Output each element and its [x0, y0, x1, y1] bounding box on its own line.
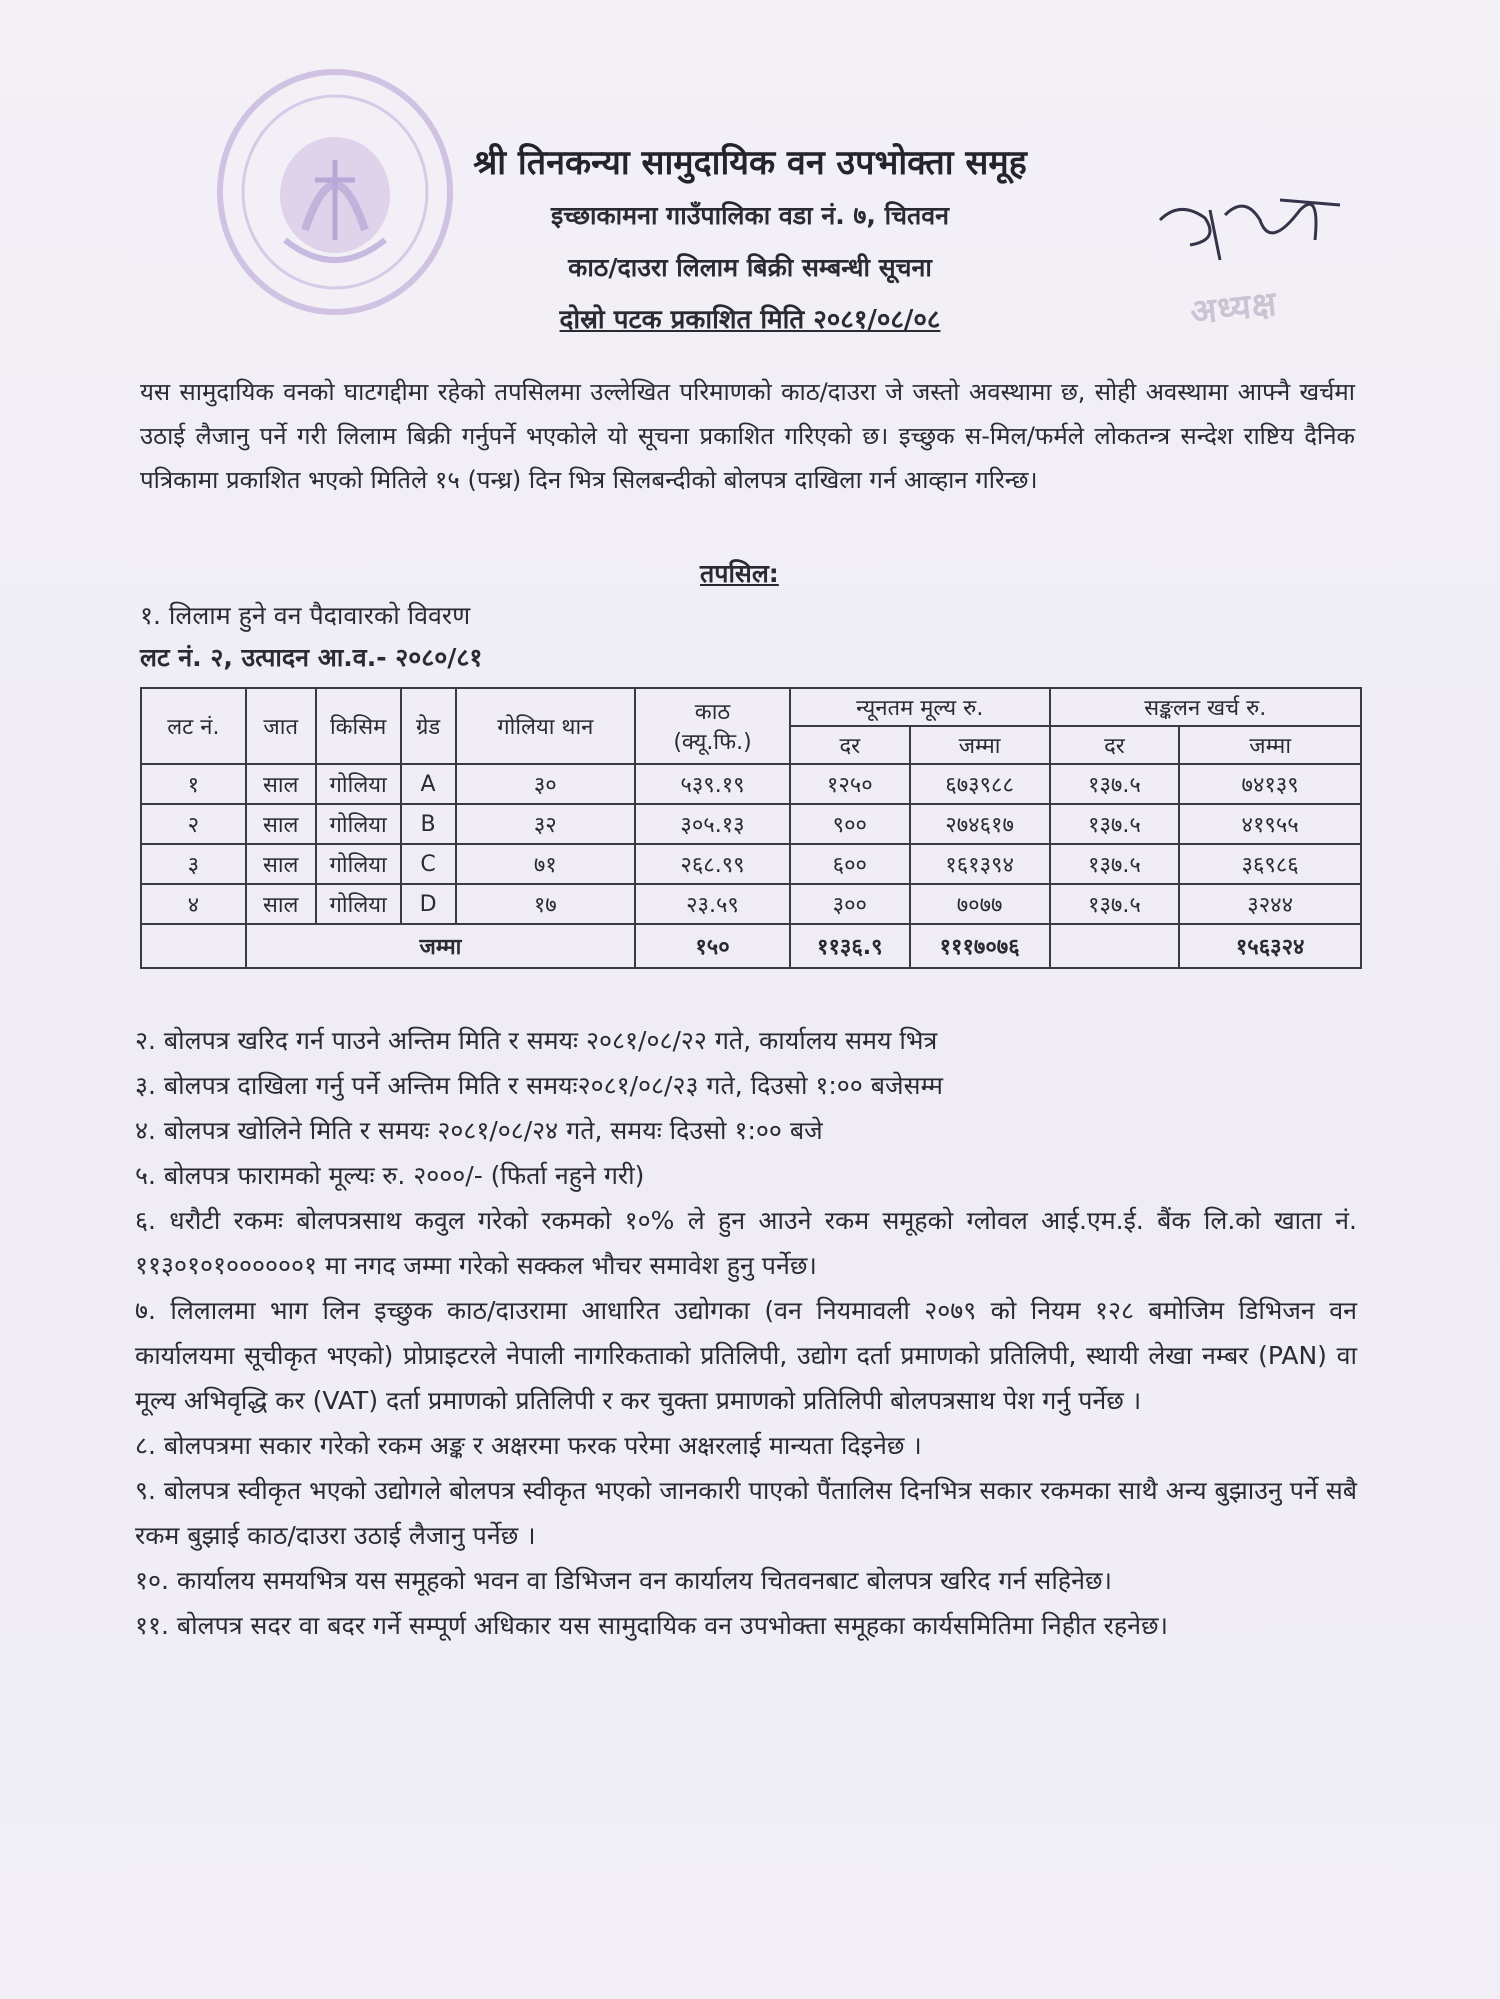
notice-subject: काठ/दाउरा लिलाम बिक्री सम्बन्धी सूचना: [568, 253, 932, 282]
cell-col-rate: १३७.५: [1050, 764, 1180, 804]
conditions-list: [135, 1018, 1357, 1648]
col-lot-no: लट नं.: [141, 688, 246, 764]
cell-cft: २६८.९९: [635, 844, 790, 884]
cell-type: गोलिया: [316, 764, 401, 804]
col-min-price: न्यूनतम मूल्य रु.: [790, 688, 1050, 726]
lot-table: [140, 687, 1362, 969]
list-item: ९. बोलपत्र स्वीकृत भएको उद्योगले बोलपत्र स्वीकृत भएको जानकारी पाएको पैंतालिस दिनभित्र सकार रकमका साथै अन्य बुझाउनु पर्ने सबै रकम बुझाई काठ/दाउरा उठाई लैजानु पर्नेछ ।: [135, 1476, 1357, 1550]
col-min-total: जम्मा: [910, 726, 1050, 764]
cell-type: गोलिया: [316, 884, 401, 924]
table-row: [141, 804, 1361, 844]
cell-min-rate: ३००: [790, 884, 910, 924]
cell-type: गोलिया: [316, 844, 401, 884]
total-col-total: १५६३२४: [1179, 924, 1361, 968]
total-label: जम्मा: [246, 924, 635, 968]
cell-col-rate: १३७.५: [1050, 844, 1180, 884]
cell-col-rate: १३७.५: [1050, 804, 1180, 844]
col-grade: ग्रेड: [401, 688, 456, 764]
signature-scribble: [1150, 180, 1350, 280]
cell-lot: २: [141, 804, 246, 844]
list-item: ७. लिलालमा भाग लिन इच्छुक काठ/दाउरामा आधारित उद्योगका (वन नियमावली २०७९ को नियम १२८ बमोजिम डिभिजन वन कार्यालयमा सूचीकृत भएको) प्रोप्राइटरले नेपाली नागरिकताको प्रतिलिपी, उद्योग दर्ता प्रमाणको प्रतिलिपी, स्थायी लेखा नम्बर (PAN) वा मूल्य अभिवृद्धि कर (VAT) दर्ता प्रमाणको प्रतिलिपी र कर चुक्ता प्रमाणको प्रतिलिपी बोलपत्रसाथ पेश गर्नु पर्नेछ ।: [135, 1296, 1357, 1415]
cell-species: साल: [246, 804, 316, 844]
list-item: ८. बोलपत्रमा सकार गरेको रकम अङ्क र अक्षरमा फरक परेमा अक्षरलाई मान्यता दिइनेछ ।: [135, 1431, 922, 1460]
cell-col-total: ३२४४: [1179, 884, 1361, 924]
cell-type: गोलिया: [316, 804, 401, 844]
schedule-heading: तपसिल:: [700, 559, 779, 588]
cell-grade: A: [401, 764, 456, 804]
col-timber-label: काठ: [694, 700, 731, 725]
cell-min-rate: ९००: [790, 804, 910, 844]
cell-empty: [1050, 924, 1180, 968]
cell-grade: C: [401, 844, 456, 884]
cell-col-total: ७४१३९: [1179, 764, 1361, 804]
col-collection-cost: सङ्कलन खर्च रु.: [1050, 688, 1361, 726]
total-logs: १५०: [635, 924, 790, 968]
cell-min-total: १६१३९४: [910, 844, 1050, 884]
cell-col-total: ४१९५५: [1179, 804, 1361, 844]
notice-header: [400, 138, 1100, 336]
col-species: जात: [246, 688, 316, 764]
table-row: [141, 884, 1361, 924]
col-col-rate: दर: [1050, 726, 1180, 764]
list-item: ६. धरौटी रकमः बोलपत्रसाथ कवुल गरेको रकमको १०% ले हुन आउने रकम समूहको ग्लोवल आई.एम.ई. बैंक लि.को खाता नं. ११३०१०१००००००१ मा नगद जम्मा गरेको सक्कल भौचर समावेश हुनु पर्नेछ।: [135, 1206, 1357, 1280]
col-min-rate: दर: [790, 726, 910, 764]
cell-species: साल: [246, 844, 316, 884]
cell-min-total: २७४६१७: [910, 804, 1050, 844]
item-1-heading: १. लिलाम हुने वन पैदावारको विवरण: [140, 601, 471, 630]
col-timber: [635, 688, 790, 764]
list-item: ५. बोलपत्र फारामको मूल्यः रु. २०००/- (फिर्ता नहुने गरी): [135, 1161, 645, 1190]
cell-logs: ३०: [456, 764, 636, 804]
cell-cft: ३०५.१३: [635, 804, 790, 844]
cell-logs: १७: [456, 884, 636, 924]
cell-col-rate: १३७.५: [1050, 884, 1180, 924]
cell-lot: ३: [141, 844, 246, 884]
cell-species: साल: [246, 764, 316, 804]
organization-name: श्री तिनकन्या सामुदायिक वन उपभोक्ता समूह: [473, 143, 1027, 183]
total-min-total: १११७०७६: [910, 924, 1050, 968]
cell-grade: D: [401, 884, 456, 924]
cell-cft: ५३९.१९: [635, 764, 790, 804]
cell-species: साल: [246, 884, 316, 924]
cell-min-rate: १२५०: [790, 764, 910, 804]
cell-min-total: ७०७७: [910, 884, 1050, 924]
list-item: ११. बोलपत्र सदर वा बदर गर्ने सम्पूर्ण अधिकार यस सामुदायिक वन उपभोक्ता समूहका कार्यसमितिमा निहीत रहनेछ।: [135, 1611, 1169, 1640]
cell-grade: B: [401, 804, 456, 844]
organization-address: इच्छाकामना गाउँपालिका वडा नं. ७, चितवन: [551, 201, 949, 230]
lot-line: लट नं. २, उत्पादन आ.व.- २०८०/८१: [140, 643, 483, 672]
publish-date: दोस्रो पटक प्रकाशित मिति २०८१/०८/०८: [559, 305, 941, 335]
cell-min-rate: ६००: [790, 844, 910, 884]
cell-min-total: ६७३९८८: [910, 764, 1050, 804]
total-cft: ११३६.९: [790, 924, 910, 968]
cell-lot: १: [141, 764, 246, 804]
cell-logs: ७१: [456, 844, 636, 884]
list-item: १०. कार्यालय समयभित्र यस समूहको भवन वा डिभिजन वन कार्यालय चितवनबाट बोलपत्र खरिद गर्न सहिनेछ।: [135, 1566, 1112, 1595]
signatory-title: अध्यक्ष: [1188, 283, 1280, 333]
table-total-row: [141, 924, 1361, 968]
col-col-total: जम्मा: [1179, 726, 1361, 764]
cell-cft: २३.५९: [635, 884, 790, 924]
cell-logs: ३२: [456, 804, 636, 844]
table-row: [141, 764, 1361, 804]
cell-empty: [141, 924, 246, 968]
list-item: ३. बोलपत्र दाखिला गर्नु पर्ने अन्तिम मिति र समयः२०८१/०८/२३ गते, दिउसो १:०० बजेसम्म: [135, 1071, 943, 1100]
col-type: किसिम: [316, 688, 401, 764]
col-timber-unit: (क्यू.फि.): [673, 730, 752, 755]
table-row: [141, 844, 1361, 884]
intro-paragraph: यस सामुदायिक वनको घाटगद्दीमा रहेको तपसिलमा उल्लेखित परिमाणको काठ/दाउरा जे जस्तो अवस्थामा छ, सोही अवस्थामा आफ्नै खर्चमा उठाई लैजानु पर्ने गरी लिलाम बिक्री गर्नुपर्ने भएकोले यो सूचना प्रकाशित गरिएको छ। इच्छुक स-मिल/फर्मले लोकतन्त्र सन्देश राष्टिय दैनिक पत्रिकामा प्रकाशित भएको मितिले १५ (पन्ध्र) दिन भित्र सिलबन्दीको बोलपत्र दाखिला गर्न आव्हान गरिन्छ।: [140, 378, 1355, 494]
col-log-count: गोलिया थान: [456, 688, 636, 764]
cell-lot: ४: [141, 884, 246, 924]
list-item: २. बोलपत्र खरिद गर्न पाउने अन्तिम मिति र समयः २०८१/०८/२२ गते, कार्यालय समय भित्र: [135, 1026, 938, 1055]
cell-col-total: ३६९८६: [1179, 844, 1361, 884]
list-item: ४. बोलपत्र खोलिने मिति र समयः २०८१/०८/२४ गते, समयः दिउसो १:०० बजे: [135, 1116, 823, 1145]
